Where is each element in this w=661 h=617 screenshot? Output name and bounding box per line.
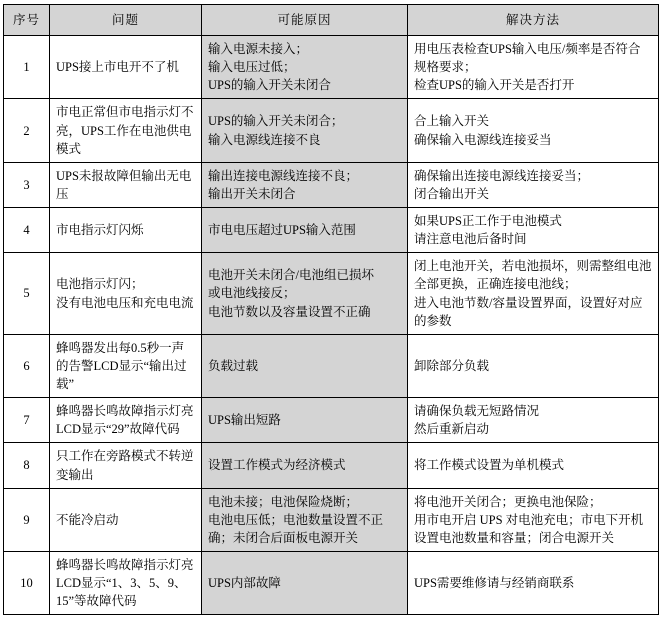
row-cause: 输入电源未接入； 输入电压过低； UPS的输入开关未闭合 — [202, 36, 408, 99]
row-cause: 输出连接电源线连接不良； 输出开关未闭合 — [202, 162, 408, 207]
row-cause: 负载过载 — [202, 334, 408, 397]
row-solution: 请确保负载无短路情况 然后重新启动 — [408, 398, 659, 443]
column-header-problem: 问题 — [50, 5, 202, 36]
table-row — [4, 443, 659, 488]
row-index: 4 — [4, 208, 50, 253]
table-row — [4, 162, 659, 207]
row-solution: 如果UPS正工作于电池模式 请注意电池后备时间 — [408, 208, 659, 253]
row-solution: 合上输入开关 确保输入电源线连接妥当 — [408, 99, 659, 162]
row-cause: 市电电压超过UPS输入范围 — [202, 208, 408, 253]
row-solution: 用电压表检查UPS输入电压/频率是否符合规格要求； 检查UPS的输入开关是否打开 — [408, 36, 659, 99]
row-cause: UPS内部故障 — [202, 552, 408, 615]
row-problem: 市电指示灯闪烁 — [50, 208, 202, 253]
row-index: 6 — [4, 334, 50, 397]
row-problem: 蜂鸣器发出每0.5秒一声的告警LCD显示“输出过载” — [50, 334, 202, 397]
row-index: 10 — [4, 552, 50, 615]
table-row — [4, 253, 659, 335]
row-solution: 卸除部分负载 — [408, 334, 659, 397]
table-row — [4, 208, 659, 253]
row-index: 5 — [4, 253, 50, 335]
table-header-row — [4, 5, 659, 36]
row-solution: 将工作模式设置为单机模式 — [408, 443, 659, 488]
row-problem: 电池指示灯闪； 没有电池电压和充电电流 — [50, 253, 202, 335]
row-solution: 将电池开关闭合；更换电池保险； 用市电开启 UPS 对电池充电；市电下开机设置电池数量和容量；闭合电源开关 — [408, 488, 659, 551]
table-row — [4, 398, 659, 443]
row-solution: 确保输出连接电源线连接妥当； 闭合输出开关 — [408, 162, 659, 207]
table-row — [4, 488, 659, 551]
row-problem: 蜂鸣器长鸣故障指示灯亮LCD显示“1、3、5、9、15”等故障代码 — [50, 552, 202, 615]
row-cause: 电池开关未闭合/电池组已损坏 或电池线接反； 电池节数以及容量设置不正确 — [202, 253, 408, 335]
column-header-cause: 可能原因 — [202, 5, 408, 36]
row-cause: UPS输出短路 — [202, 398, 408, 443]
table-row — [4, 334, 659, 397]
row-index: 8 — [4, 443, 50, 488]
row-problem: UPS接上市电开不了机 — [50, 36, 202, 99]
row-problem: 只工作在旁路模式不转逆变输出 — [50, 443, 202, 488]
row-problem: UPS未报故障但输出无电压 — [50, 162, 202, 207]
row-problem: 市电正常但市电指示灯不亮，UPS工作在电池供电模式 — [50, 99, 202, 162]
row-solution: 闭上电池开关，若电池损坏，则需整组电池全部更换，正确连接电池线； 进入电池节数/容量设置界面，设置好对应的参数 — [408, 253, 659, 335]
table-row — [4, 99, 659, 162]
row-cause: UPS的输入开关未闭合； 输入电源线连接不良 — [202, 99, 408, 162]
row-cause: 电池未接；电池保险烧断； 电池电压低；电池数量设置不正确；未闭合后面板电源开关 — [202, 488, 408, 551]
row-index: 9 — [4, 488, 50, 551]
column-header-solution: 解决方法 — [408, 5, 659, 36]
row-cause: 设置工作模式为经济模式 — [202, 443, 408, 488]
column-header-index: 序号 — [4, 5, 50, 36]
table-body — [4, 36, 659, 615]
row-problem: 不能冷启动 — [50, 488, 202, 551]
row-solution: UPS需要维修请与经销商联系 — [408, 552, 659, 615]
row-problem: 蜂鸣器长鸣故障指示灯亮LCD显示“29”故障代码 — [50, 398, 202, 443]
table-row — [4, 36, 659, 99]
ups-troubleshooting-table — [3, 4, 659, 615]
row-index: 3 — [4, 162, 50, 207]
row-index: 1 — [4, 36, 50, 99]
row-index: 7 — [4, 398, 50, 443]
row-index: 2 — [4, 99, 50, 162]
table-row — [4, 552, 659, 615]
